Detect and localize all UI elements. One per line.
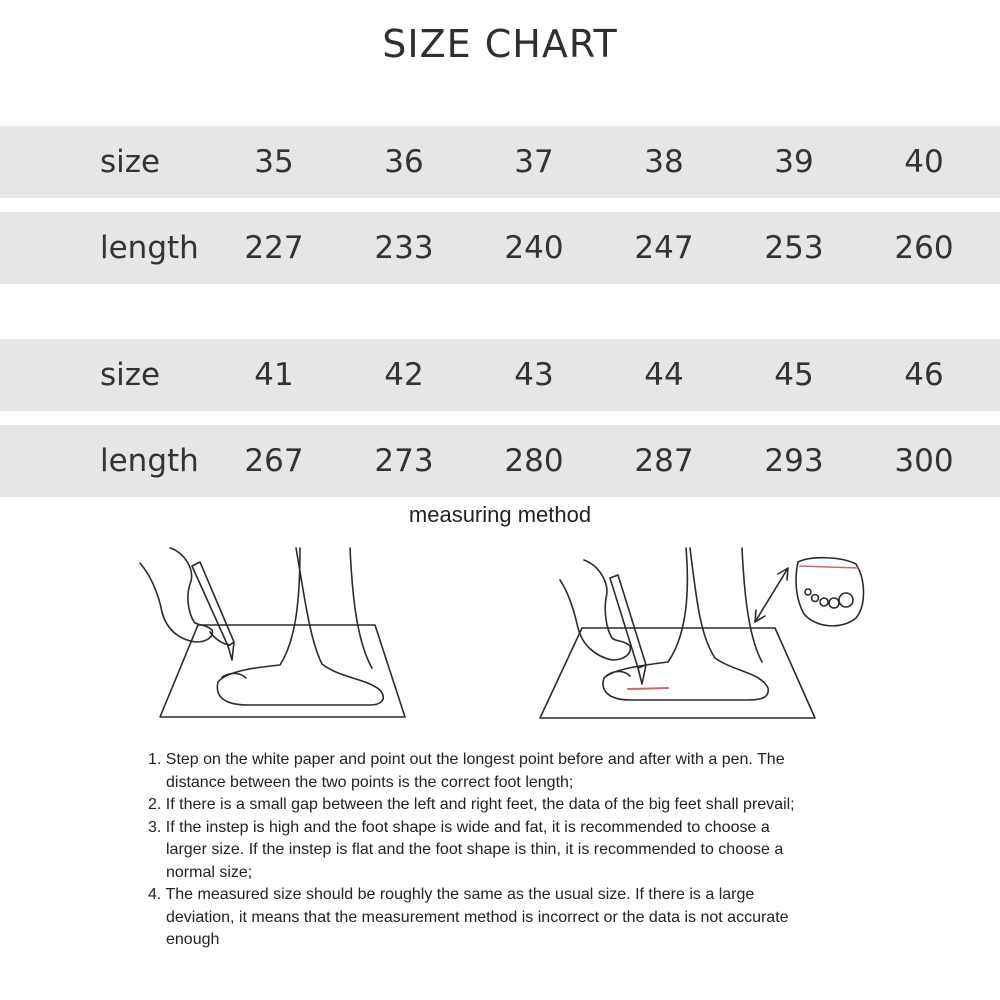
length-cell: 240 [504, 230, 564, 266]
instructions-list [148, 749, 813, 952]
toe-line [606, 672, 630, 677]
length-cell: 300 [894, 443, 954, 479]
leg-back-line [742, 548, 762, 662]
size-row-1 [0, 126, 1000, 198]
instruction-item: 2. If there is a small gap between the left and right feet, the data of the big feet shall prevail; [148, 796, 795, 813]
size-cell: 37 [514, 144, 554, 180]
length-row-label: length [100, 230, 199, 266]
instruction-item: 1. Step on the white paper and point out the longest point before and after with a pen. The distance between the two points is the correct foot length; [148, 751, 785, 791]
instruction-item: 3. If the instep is high and the foot shape is wide and fat, it is recommended to choose a larger size. If the instep is flat and the foot shape is thin, it is recommended to choose a normal size; [148, 818, 784, 881]
right-foot-illustration [540, 548, 864, 718]
size-cell: 46 [904, 357, 944, 393]
left-foot-illustration [140, 548, 405, 717]
leg-back-line [350, 548, 372, 668]
size-row-label: size [100, 144, 161, 180]
length-cell: 287 [634, 443, 694, 479]
measuring-illustration [0, 535, 1000, 740]
size-cell: 38 [644, 144, 684, 180]
size-row-label: size [100, 357, 161, 393]
double-arrow-icon [755, 568, 788, 622]
size-cell: 35 [254, 144, 294, 180]
size-cell: 44 [644, 357, 684, 393]
size-cell: 40 [904, 144, 944, 180]
toe-detail-icon [796, 558, 864, 626]
length-cell: 273 [374, 443, 434, 479]
paper-sheet-icon [160, 625, 405, 717]
size-row-2 [0, 339, 1000, 411]
length-cell: 247 [634, 230, 694, 266]
size-cell: 39 [774, 144, 814, 180]
length-cell: 233 [374, 230, 434, 266]
length-cell: 267 [244, 443, 304, 479]
size-cell: 43 [514, 357, 554, 393]
size-cell: 41 [254, 357, 294, 393]
length-row-1 [0, 212, 1000, 284]
length-cell: 260 [894, 230, 954, 266]
size-cell: 36 [384, 144, 424, 180]
instruction-item: 4. The measured size should be roughly the same as the usual size. If there is a large deviation, it means that the measurement method is incorrect or the data is not accurate enough [148, 886, 789, 948]
length-cell: 280 [504, 443, 564, 479]
paper-sheet-icon [540, 628, 815, 718]
hand-icon [140, 548, 212, 642]
measuring-method-heading: measuring method [408, 502, 592, 527]
length-row-2 [0, 425, 1000, 497]
size-cell: 42 [384, 357, 424, 393]
size-cell: 45 [774, 357, 814, 393]
length-row-label: length [100, 443, 199, 479]
length-cell: 293 [764, 443, 824, 479]
page-title: SIZE CHART [382, 22, 618, 66]
measure-mark [628, 688, 668, 689]
toe-line [222, 673, 246, 678]
length-cell: 227 [244, 230, 304, 266]
length-cell: 253 [764, 230, 824, 266]
